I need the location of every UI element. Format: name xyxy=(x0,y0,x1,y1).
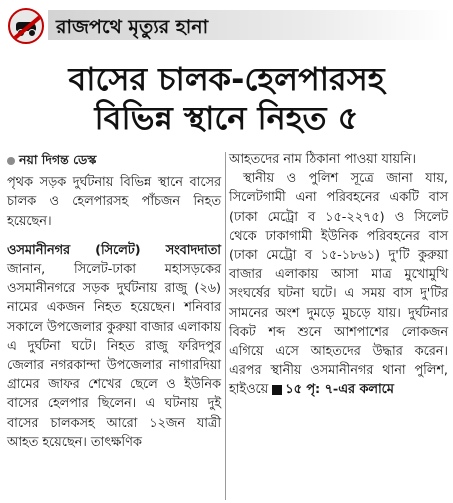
paragraph: আহতদের নাম ঠিকানা পাওয়া যায়নি। xyxy=(229,152,416,167)
paragraph-text: স্থানীয় ও পুলিশ সূত্রে জানা যায়, সিলেটগামী এনা পরিবহনের একটি বাস (ঢাকা মেট্রো ব ১৫-২২৭৫) ও সিলেট থেকে ঢাকাগামী ইউনিক পরিবহনের বাস (ঢাকা মেট্রো ব ১৫-১৮৬১) দু'টি কুরুয়া বাজার এলাকায় আসা মাত্র মুখোমুখি সংঘর্ষের ঘটনা ঘটে। এ সময় বাস দু'টির সামনের অংশ দুমড়ে মুচড়ে যায়। দুর্ঘটনার বিকট শব্দ শুনে আশপাশের লোকজন এগিয়ে এসে আহতদের উদ্ধার করেন। এরপর স্থানীয় ওসমানীনগর থানা পুলিশ, হাইওয়ে xyxy=(229,171,448,398)
bullet-icon xyxy=(7,157,15,165)
lead-paragraph: পৃথক সড়ক দুর্ঘটনায় বিভিন্ন স্থানে বাসের চালক ও হেলপারসহ পাঁচজন নিহত হয়েছেন। xyxy=(7,175,221,229)
byline xyxy=(7,150,221,169)
headline-line-2: বিভিন্ন স্থানে নিহত ৫ xyxy=(94,99,359,137)
headline-line-1: বাসের চালক-হেলপারসহ xyxy=(68,60,385,98)
section-tag: রাজপথে মৃত্যুর হানা xyxy=(56,16,209,38)
jump-text: ১৫ পৃ: ৭-এর কলামে xyxy=(285,382,394,398)
paragraph xyxy=(229,169,448,399)
column-divider xyxy=(225,152,226,500)
paragraph xyxy=(7,241,221,452)
headline xyxy=(0,60,453,138)
column-2 xyxy=(229,150,448,400)
byline-text: নয়া দিগন্ত ডেস্ক xyxy=(19,152,97,167)
continued-jump xyxy=(272,382,394,397)
section-tag-bar xyxy=(48,10,450,40)
square-bullet-icon xyxy=(272,385,282,395)
article-body xyxy=(0,150,453,503)
dateline: ওসমানীনগর (সিলেট) সংবাদদাতা xyxy=(7,242,221,258)
no-cars-icon xyxy=(8,8,44,44)
paragraph-text: জানান, সিলেট-ঢাকা মহাসড়কের ওসমানীনগরে সড়ক দুর্ঘটনায় রাজু (২৬) নামের একজন নিহত হয়েছেন। শনিবার সকালে উপজেলার কুরুয়া বাজার এলাকায় এ দুর্ঘটনা ঘটে। নিহত রাজু ফরিদপুর জেলার নগরকান্দা উপজেলার নাগারদিয়া গ্রামের জাফর শেখের ছেলে ও ইউনিক বাসের হেলপার ছিলেন। এ ঘটনায় দুই বাসের চালকসহ আরো ১২জন যাত্রী আহত হয়েছেন। তাৎক্ষণিক xyxy=(7,262,221,450)
column-1 xyxy=(7,150,221,452)
section-header xyxy=(0,0,453,50)
